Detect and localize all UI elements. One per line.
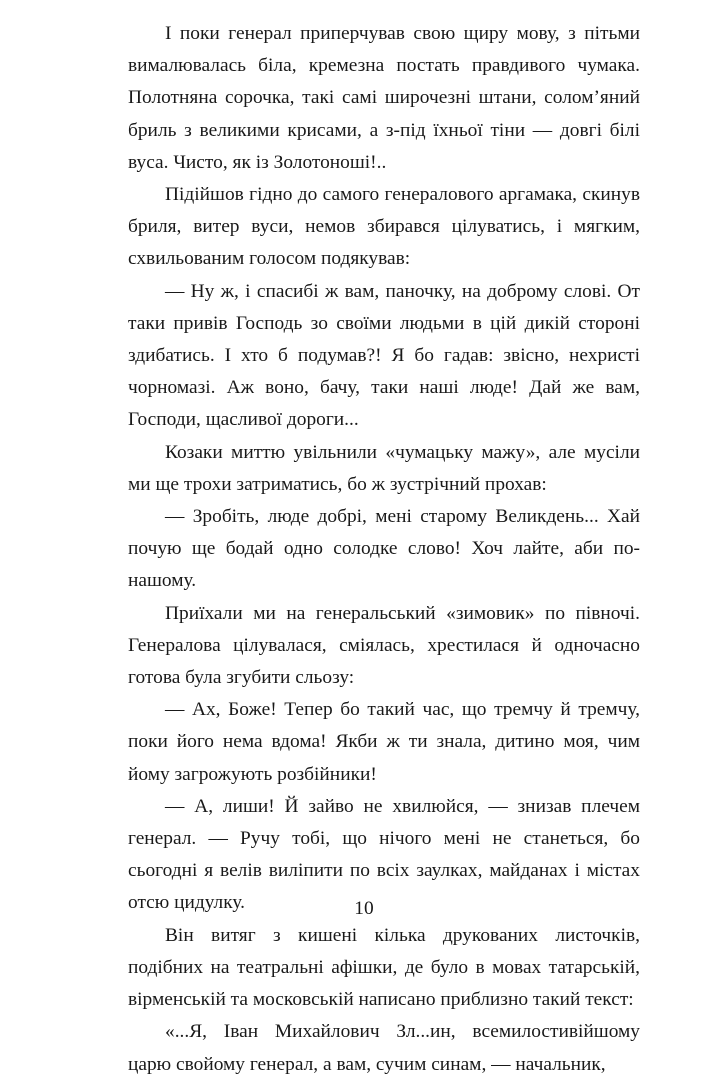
paragraph: — Ах, Боже! Тепер бо такий час, що тремчу й тремчу, поки його нема вдома! Якби ж ти знала, дитино моя, чим йому загрожують розбійники! — [128, 699, 640, 785]
paragraph: Козаки миттю увільнили «чумацьку мажу», але мусіли ми ще трохи затриматись, бо ж зустрічний прохав: — [128, 441, 640, 495]
paragraph: — Зробіть, люде добрі, мені старому Великдень... Хай почую ще бодай одно солодке слово! Хоч лайте, аби по-нашому. — [128, 506, 640, 592]
paragraph: — Ну ж, і спасибі ж вам, паночку, на доброму слові. От таки привів Господь зо своїми людьми в цій дикій стороні здибатись. І хто б подумав?! Я бо гадав: звісно, нехристі чорномазі. Аж воно, бачу, таки наші люде! Дай же вам, Господи, щасливої дороги... — [128, 280, 640, 431]
paragraph: І поки генерал приперчував свою щиру мову, з пітьми вималювалась біла, кремезна постать правдивого чумака. Полотняна сорочка, такі самі широчезні штани, солом’яний бриль з великими крисами, а з-під їхньої тіни — довгі білі вуса. Чисто, як із Золотоноші!.. — [128, 23, 640, 173]
page-number: 10 — [354, 898, 374, 919]
paragraph: — А, лиши! Й зайво не хвилюйся, — знизав плечем генерал. — Ручу тобі, що нічого мені не станеться, бо сьогодні я велів виліпити по всіх заулках, майданах і містах отсю цидулку. — [128, 795, 640, 914]
paragraph: Він витяг з кишені кілька друкованих листочків, подібних на театральні афішки, де було в мовах татарській, вірменській та московській написано приблизно такий текст: — [128, 924, 640, 1011]
paragraph: «...Я, Іван Михайлович Зл...ин, всемилостивійшому царю свойому генерал, а вам, сучим синам, — начальник, — [128, 1021, 640, 1075]
page-body — [128, 18, 640, 1081]
paragraph: Підійшов гідно до самого генералового аргамака, скинув бриля, витер вуси, немов збирався цілуватись, і мягким, схвильованим голосом подякував: — [128, 184, 640, 270]
paragraph: Приїхали ми на генеральський «зимовик» по півночі. Генералова цілувалася, сміялась, хрестилася й одночасно готова була згубити сльозу: — [128, 602, 640, 689]
